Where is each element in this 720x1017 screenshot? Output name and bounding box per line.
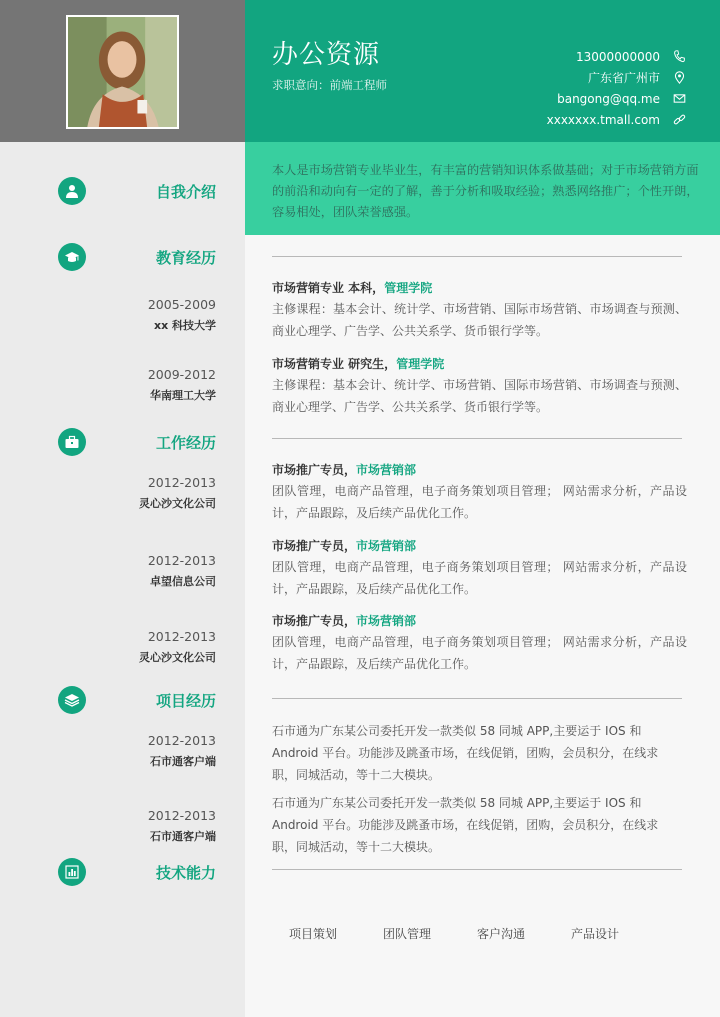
project-name: 石市通客户端 [150,755,216,768]
mail-icon [672,92,686,106]
skill-item: 客户沟通 [477,927,526,941]
section-title-project: 项目经历 [155,692,216,710]
section-title-education: 教育经历 [155,249,216,267]
skills-list [289,925,689,942]
work-side-item [36,475,216,511]
phone-icon [672,50,686,64]
profile-photo [66,15,179,129]
section-title-skills: 技术能力 [155,864,216,882]
project-date: 2012-2013 [147,808,216,823]
work-position: 市场推广专员， [272,539,357,553]
education-major: 市场营销专业 研究生， [272,357,397,371]
education-entry [272,355,687,418]
bar-chart-icon [58,858,86,886]
graduation-cap-icon [58,243,86,271]
section-skills-header [0,856,245,886]
divider [272,698,682,699]
contact-site[interactable] [466,109,686,130]
address-text: 广东省广州市 [587,71,660,85]
divider [272,438,682,439]
education-entry [272,279,687,342]
education-college: 管理学院 [384,281,433,295]
header-photo-panel [0,0,245,142]
education-entry-title [272,355,687,373]
divider [272,869,682,870]
section-title-work: 工作经历 [155,434,216,452]
self-intro-text: 本人是市场营销专业毕业生，有丰富的营销知识体系做基础；对于市场营销方面的前沿和动向有一定的了解，善于分析和吸取经验；熟悉网络推广；个性开朗，容易相处，团队荣誉感强。 [245,142,720,235]
job-intent: 求职意向：前端工程师 [272,78,387,92]
education-college: 管理学院 [396,357,445,371]
project-date: 2012-2013 [147,733,216,748]
briefcase-icon [58,428,86,456]
work-company: 灵心沙文化公司 [139,497,216,510]
education-courses: 主修课程：基本会计、统计学、市场营销、国际市场营销、市场调查与预测、商业心理学、广告学、公共关系学、货币银行学等。 [272,302,687,338]
site-text[interactable]: xxxxxxx.tmall.com [546,112,660,127]
main-content [245,235,720,1017]
work-entry-title [272,537,687,555]
email-text[interactable]: bangong@qq.me [557,91,660,106]
project-name: 石市通客户端 [150,830,216,843]
work-entry [272,612,687,675]
education-major: 市场营销专业 本科， [272,281,385,295]
work-date: 2012-2013 [147,629,216,644]
location-icon [672,71,686,85]
work-department: 市场营销部 [356,539,417,553]
education-side-item [36,297,216,333]
work-entry [272,537,687,600]
education-date: 2005-2009 [147,297,216,312]
work-date: 2012-2013 [147,475,216,490]
work-department: 市场营销部 [356,614,417,628]
work-entry [272,461,687,524]
education-date: 2009-2012 [147,367,216,382]
work-side-item [36,629,216,665]
skill-item: 团队管理 [383,927,432,941]
section-self-intro-header [0,175,245,205]
work-position: 市场推广专员， [272,463,357,477]
divider [272,256,682,257]
candidate-name: 办公资源 [272,40,381,70]
user-icon [58,177,86,205]
work-side-item [36,553,216,589]
work-department: 市场营销部 [356,463,417,477]
contact-email[interactable] [466,88,686,109]
work-entry-title [272,612,687,630]
work-entry-title [272,461,687,479]
education-entry-title [272,279,687,297]
work-date: 2012-2013 [147,553,216,568]
project-description: 石市通为广东某公司委托开发一款类似 58 同城 APP,主要运于 IOS 和 Android 平台。功能涉及跳蚤市场，在线促销，团购，会员积分，在线求职，同城活动，等十二大模块。 [272,724,659,782]
education-side-item [36,367,216,403]
education-school: 华南理工大学 [150,389,216,402]
contact-list [466,46,686,130]
link-icon [672,113,686,127]
layers-icon [58,686,86,714]
project-side-item [36,808,216,844]
work-description: 团队管理，电商产品管理，电子商务策划项目管理； 网站需求分析，产品设计，产品跟踪，及后续产品优化工作。 [272,484,687,520]
work-company: 卓望信息公司 [150,575,216,588]
header-panel [245,0,720,142]
section-title-self: 自我介绍 [155,183,216,201]
education-courses: 主修课程：基本会计、统计学、市场营销、国际市场营销、市场调查与预测、商业心理学、广告学、公共关系学、货币银行学等。 [272,378,687,414]
work-company: 灵心沙文化公司 [139,651,216,664]
education-school: xx 科技大学 [153,319,216,332]
section-education-header [0,241,245,271]
contact-phone [466,46,686,67]
skill-item: 项目策划 [289,927,338,941]
work-position: 市场推广专员， [272,614,357,628]
project-description: 石市通为广东某公司委托开发一款类似 58 同城 APP,主要运于 IOS 和 Android 平台。功能涉及跳蚤市场，在线促销，团购，会员积分，在线求职，同城活动，等十二大模块。 [272,796,659,854]
section-work-header [0,426,245,456]
phone-text: 13000000000 [576,49,660,64]
sidebar [0,142,245,1017]
project-side-item [36,733,216,769]
work-description: 团队管理，电商产品管理，电子商务策划项目管理； 网站需求分析，产品设计，产品跟踪，及后续产品优化工作。 [272,635,687,671]
section-project-header [0,684,245,714]
skill-item: 产品设计 [571,927,620,941]
work-description: 团队管理，电商产品管理，电子商务策划项目管理； 网站需求分析，产品设计，产品跟踪，及后续产品优化工作。 [272,560,687,596]
contact-address [466,67,686,88]
